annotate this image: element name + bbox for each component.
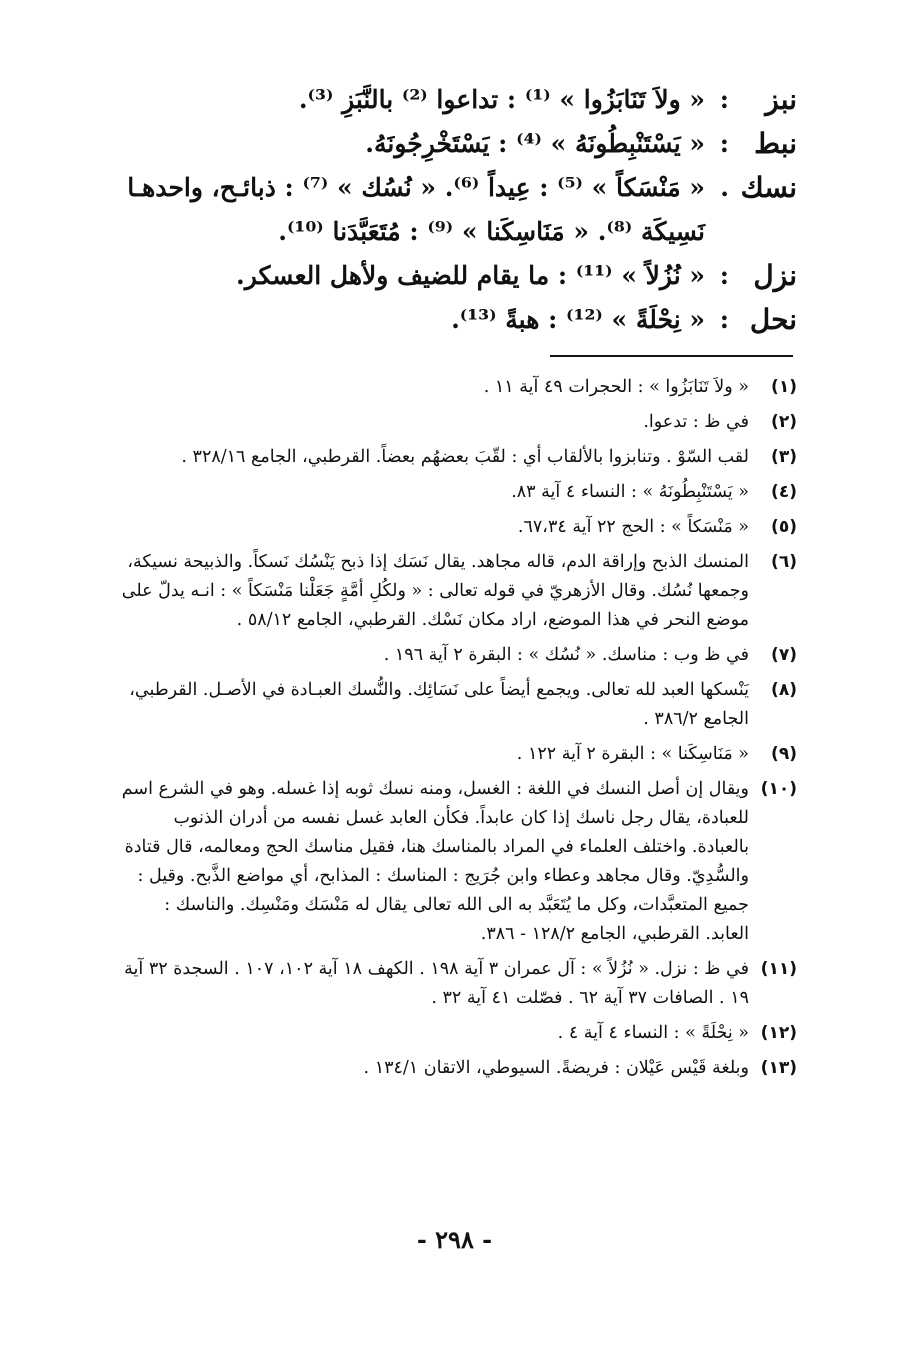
footnote-text: ويقال إن أصل النسك في اللغة : الغسل، ومنه نسك ثوبه إذا غسله. وهو في الشرع اسم للعبادة، يقال رجل ناسك إذا كان عابداً. فكأن العابد غسل نفسه من أدران الذنوب بالعبادة. واختلف العلماء في المراد بالمناسك هنا، فقيل مناسك الحج ومعالمه، قال قتادة والسُّدِيّ. وقال مجاهد وعطاء وابن جُرَيج : المناسك : المذابح، أي مواضع الذَّبح. وقيل : جميع المتعبَّدات، وكل ما يُتَعَبَّد به الى الله تعالى يقال له مَنْسَك ومَنْسِك. والناسك : العابد. القرطبي، الجامع ١٢٨/٢ - ٣٨٦. xyxy=(121,779,749,944)
footnote-text: يَنْسكها العبد لله تعالى. ويجمع أيضاً على نَسَائِك. والنُّسك العبـادة في الأصـل. القرطبي، الجامع ٣٨٦/٢ . xyxy=(129,680,749,729)
footnote xyxy=(117,1019,797,1048)
footnote-number: (٨) xyxy=(771,680,797,700)
entry-separator: : xyxy=(719,129,729,158)
glossary-entry xyxy=(97,298,797,342)
footnote xyxy=(117,513,797,542)
footnote-number: (٤) xyxy=(771,482,797,502)
entry-root: نبز xyxy=(765,83,797,116)
footnote-number: (١٠) xyxy=(760,779,797,799)
footnote-text: « ولاَ تَنَابَزُوا » : الحجرات ٤٩ آية ١١ . xyxy=(483,377,749,397)
footnote-text: لقب السّوْ . وتنابزوا بالألقاب أي : لقّبَ بعضهُم بعضاً. القرطبي، الجامع ٣٢٨/١٦ . xyxy=(181,447,749,467)
footnote xyxy=(117,548,797,635)
footnote-number: (٩) xyxy=(771,744,797,764)
footnote-text: في ظ : تدعوا. xyxy=(643,412,749,432)
footnote-divider xyxy=(550,355,793,357)
entry-definition: « نُزُلاً » ⁽¹¹⁾ : ما يقام للضيف ولأهل العسكر. xyxy=(235,261,705,290)
footnote-text: في ظ وب : مناسك. « نُسُك » : البقرة ٢ آية ١٩٦ . xyxy=(383,645,749,665)
footnotes xyxy=(117,373,797,1089)
footnote xyxy=(117,775,797,949)
footnote-text: « مَنْسَكاً » : الحج ٢٢ آية ٦٧،٣٤. xyxy=(517,517,749,537)
footnote xyxy=(117,740,797,769)
footnote-number: (٧) xyxy=(771,645,797,665)
footnote xyxy=(117,373,797,402)
entry-separator: : xyxy=(719,261,729,290)
footnote xyxy=(117,443,797,472)
footnote-number: (٣) xyxy=(771,447,797,467)
footnote xyxy=(117,478,797,507)
glossary-entries xyxy=(97,78,797,342)
footnote-text: في ظ : نزل. « نُزُلاً » : آل عمران ٣ آية ١٩٨ . الكهف ١٨ آية ١٠٢، ١٠٧ . السجدة ٣٢ آية ١٩ . الصافات ٣٧ آية ٦٢ . فصّلت ٤١ آية ٣٢ . xyxy=(124,959,749,1008)
entry-root: نزل xyxy=(753,259,797,292)
glossary-entry xyxy=(97,254,797,298)
glossary-entry xyxy=(97,166,797,254)
footnote xyxy=(117,408,797,437)
footnote xyxy=(117,641,797,670)
entry-definition: « يَسْتَنْبِطُونَهُ » ⁽⁴⁾ : يَسْتَخْرِجُونَهُ. xyxy=(365,129,705,158)
footnote-text: وبلغة قَيْس عَيْلان : فريضةً. السيوطي، الاتقان ١٣٤/١ . xyxy=(363,1058,749,1078)
entry-definition: « نِحْلَةً » ⁽¹²⁾ : هبةً ⁽¹³⁾. xyxy=(451,305,705,334)
entry-separator: : xyxy=(719,305,729,334)
entry-root: نسك xyxy=(740,171,797,204)
glossary-entry xyxy=(97,78,797,122)
footnote-text: « يَسْتَنْبِطُونَهُ » : النساء ٤ آية ٨٣. xyxy=(511,482,749,502)
entry-root: نحل xyxy=(749,303,797,336)
entry-definition: « ولاَ تَنَابَزُوا » ⁽¹⁾ : تداعوا ⁽²⁾ بالنَّبَزِ ⁽³⁾. xyxy=(298,85,705,114)
footnote-text: « مَنَاسِكَنا » : البقرة ٢ آية ١٢٢ . xyxy=(516,744,749,764)
footnote-number: (٢) xyxy=(771,412,797,432)
footnote-number: (٥) xyxy=(771,517,797,537)
footnote-text: « نِحْلَةً » : النساء ٤ آية ٤ . xyxy=(557,1023,749,1043)
footnote xyxy=(117,1054,797,1083)
entry-separator: . xyxy=(720,173,729,202)
entry-separator: : xyxy=(719,85,729,114)
footnote-text: المنسك الذبح وإراقة الدم، قاله مجاهد. يقال نَسَك إذا ذبح يَنْسُك نَسكاً. والذبيحة نسيكة، وجمعها نُسُك. وقال الأزهريّ في قوله تعالى : « ولكُلِ أمَّةٍ جَعَلْنا مَنْسَكاً » : انـه يدلّ على موضع النحر في هذا الموضع، اراد مكان نَسْك. القرطبي، الجامع ٥٨/١٢ . xyxy=(121,552,749,630)
page-number: - ٢٩٨ - xyxy=(416,1225,493,1254)
glossary-entry xyxy=(97,122,797,166)
entry-root: نبط xyxy=(754,127,797,160)
footnote-number: (١) xyxy=(771,377,797,397)
footnote-number: (١١) xyxy=(760,959,797,979)
footnote xyxy=(117,676,797,734)
footnote-number: (١٢) xyxy=(760,1023,797,1043)
footnote-number: (١٣) xyxy=(760,1058,797,1078)
footnote-number: (٦) xyxy=(771,552,797,572)
entry-definition: « مَنْسَكاً » ⁽⁵⁾ : عِيداً ⁽⁶⁾. « نُسُك » ⁽⁷⁾ : ذبائـح، واحدهـا نَسِيكَة ⁽⁸⁾. « مَنَاسِكَنا » ⁽⁹⁾ : مُتَعَبَّدَنا ⁽¹⁰⁾. xyxy=(127,173,705,246)
footnote xyxy=(117,955,797,1013)
